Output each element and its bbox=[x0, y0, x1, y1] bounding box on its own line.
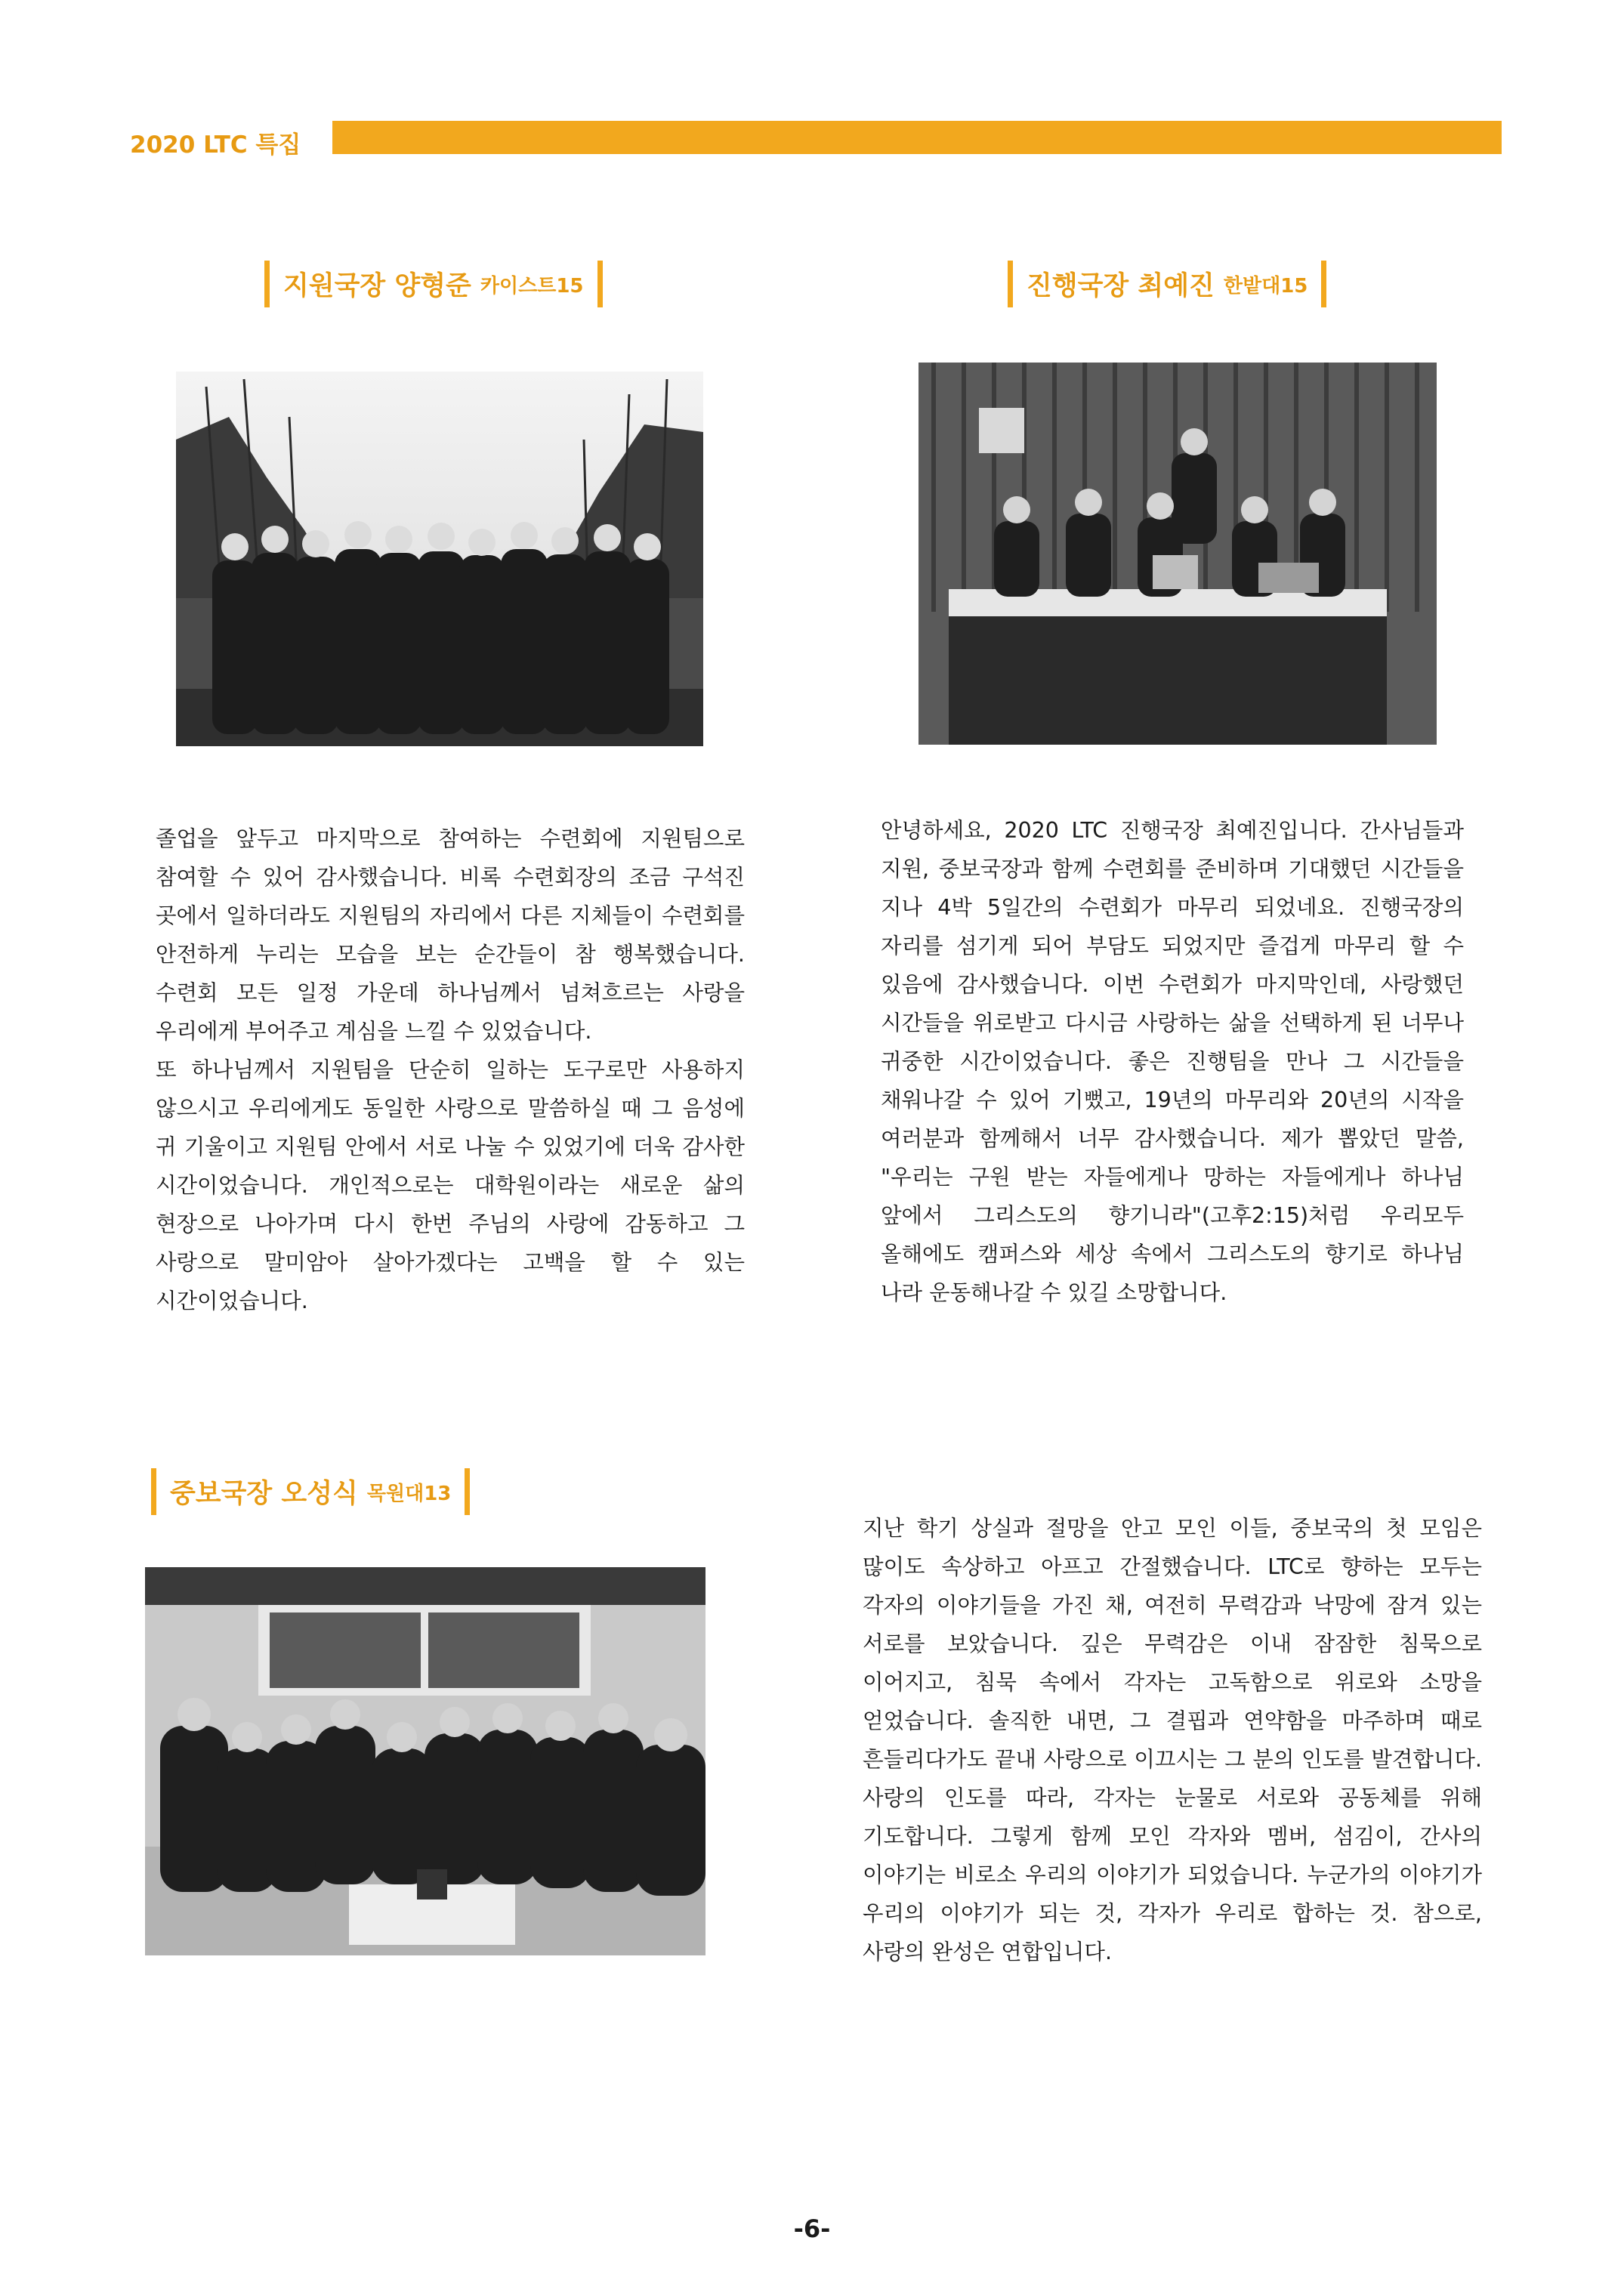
photo-program-team bbox=[919, 363, 1437, 745]
text-prayer-director bbox=[863, 1509, 1482, 1971]
heading-school: 한밭대15 bbox=[1223, 274, 1308, 298]
heading-school: 목원대13 bbox=[366, 1482, 452, 1505]
heading-name: 진행국장 최예진 bbox=[1027, 271, 1215, 301]
text-program-director bbox=[881, 811, 1464, 1312]
text-support-director bbox=[156, 819, 745, 1320]
photo-prayer-team bbox=[145, 1567, 705, 1955]
heading-name: 지원국장 양형준 bbox=[283, 271, 471, 301]
paragraph: 안녕하세요, 2020 LTC 진행국장 최예진입니다. 간사님들과 지원, 중보국장과 함께 수련회를 준비하며 기대했던 시간들을 지나 4박 5일간의 수련회가 마무리 되었네요. 진행국장의 자리를 섬기게 되어 부담도 되었지만 즐겁게 마무리 할 수 있음에 감사했습니다. 이번 수련회가 마지막인데, 사랑했던 시간들을 위로받고 다시금 사랑하는 삶을 선택하게 된 너무나 귀중한 시간이었습니다. 좋은 진행팀을 만나 그 시간들을 채워나갈 수 있어 기뻤고, 19년의 마무리와 20년의 시작을 여러분과 함께해서 너무 감사했습니다. 제가 뽑았던 말씀, "우리는 구원 받는 자들에게나 망하는 자들에게나 하나님 앞에서 그리스도의 향기니라"(고후2:15)처럼 우리모두 올해에도 캠퍼스와 세상 속에서 그리스도의 향기로 하나님 나라 운동해나갈 수 있길 소망합니다. bbox=[881, 818, 1464, 1305]
paragraph: 지난 학기 상실과 절망을 안고 모인 이들, 중보국의 첫 모임은 많이도 속상하고 아프고 간절했습니다. LTC로 향하는 모두는 각자의 이야기들을 가진 채, 여전히 무력감과 낙망에 잠겨 있는 서로를 보았습니다. 깊은 무력감은 이내 잠잠한 침묵으로 이어지고, 침묵 속에서 각자는 고독함으로 위로와 소망을 얻었습니다. 솔직한 내면, 그 결핍과 연약함을 마주하며 때로 흔들리다가도 끝내 사랑으로 이끄시는 그 분의 인도를 발견합니다. 사랑의 인도를 따라, 각자는 눈물로 서로와 공동체를 위해 기도합니다. 그렇게 함께 모인 각자와 멤버, 섬김이, 간사의 이야기는 비로소 우리의 이야기가 되었습니다. 누군가의 이야기가 우리의 이야기가 되는 것, 각자가 우리로 합하는 것. 참으로, 사랑의 완성은 연합입니다. bbox=[863, 1516, 1482, 1964]
photo-support-team bbox=[176, 372, 703, 746]
header-bar bbox=[332, 121, 1502, 154]
heading-prayer-director bbox=[151, 1468, 470, 1515]
section-label: 2020 LTC 특집 bbox=[130, 131, 301, 159]
page-number: -6- bbox=[793, 2214, 831, 2243]
heading-name: 중보국장 오성식 bbox=[170, 1479, 358, 1509]
heading-school: 카이스트15 bbox=[480, 274, 584, 298]
heading-program-director bbox=[1008, 261, 1326, 307]
heading-support-director bbox=[264, 261, 603, 307]
paragraph: 또 하나님께서 지원팀을 단순히 일하는 도구로만 사용하지 않으시고 우리에게도 동일한 사랑으로 말씀하실 때 그 음성에 귀 기울이고 지원팀 안에서 서로 나눌 수 있었기에 더욱 감사한 시간이었습니다. 개인적으로는 대학원이라는 새로운 삶의 현장으로 나아가며 다시 한번 주님의 사랑에 감동하고 그 사랑으로 말미암아 살아가겠다는 고백을 할 수 있는 시간이었습니다. bbox=[156, 1057, 745, 1313]
paragraph: 졸업을 앞두고 마지막으로 참여하는 수련회에 지원팀으로 참여할 수 있어 감사했습니다. 비록 수련회장의 조금 구석진 곳에서 일하더라도 지원팀의 자리에서 다른 지체들이 수련회를 안전하게 누리는 모습을 보는 순간들이 참 행복했습니다. 수련회 모든 일정 가운데 하나님께서 넘쳐흐르는 사랑을 우리에게 부어주고 계심을 느낄 수 있었습니다. bbox=[156, 826, 745, 1044]
